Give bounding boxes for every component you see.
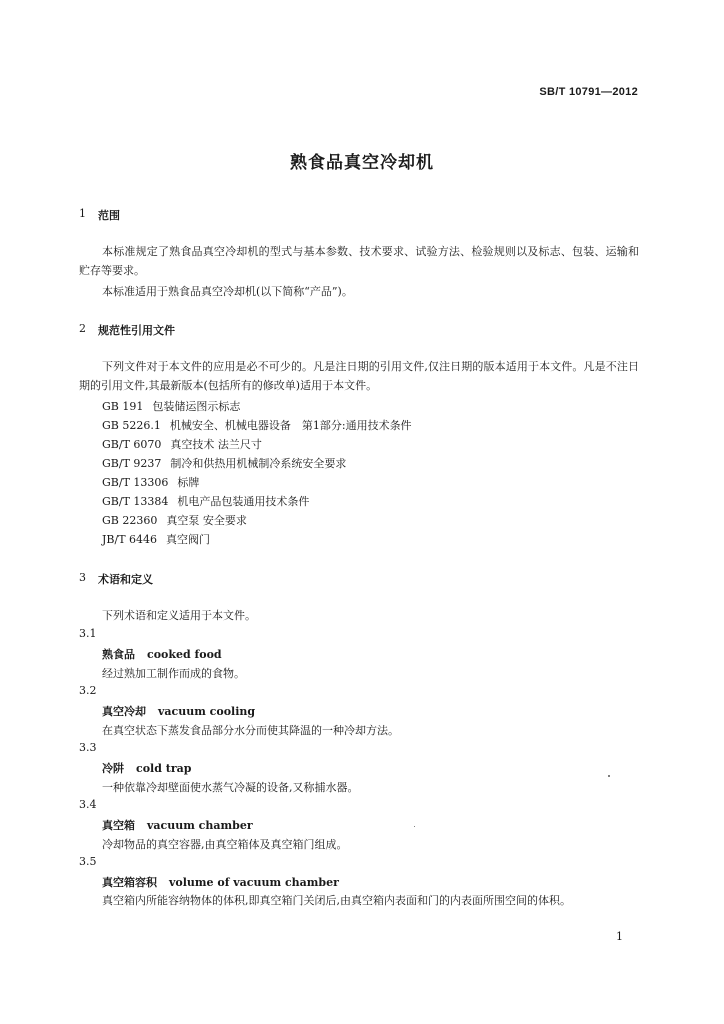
page-number: 1 — [616, 930, 623, 943]
term-heading — [102, 817, 253, 833]
term-zh: 真空箱 — [102, 819, 135, 832]
reference-title: 真空泵 安全要求 — [166, 514, 247, 527]
reference-title: 标牌 — [177, 476, 200, 489]
term-en: vacuum cooling — [158, 705, 256, 718]
term-heading — [102, 874, 339, 890]
document-title: 熟食品真空冷却机 — [290, 153, 434, 173]
reference-code: GB 191 — [102, 400, 144, 413]
reference-item — [102, 455, 346, 471]
reference-item — [102, 493, 309, 509]
section-2-number: 2 — [79, 322, 86, 335]
term-definition: 在真空状态下蒸发食品部分水分而使其降温的一种冷却方法。 — [102, 724, 399, 737]
term-number: 3.2 — [79, 684, 97, 697]
reference-code: GB 5226.1 — [102, 419, 161, 432]
term-heading — [102, 646, 222, 662]
term-number: 3.4 — [79, 798, 97, 811]
reference-code: GB 22360 — [102, 514, 158, 527]
term-zh: 熟食品 — [102, 648, 135, 661]
term-heading — [102, 760, 191, 776]
reference-title: 真空技术 法兰尺寸 — [170, 438, 262, 451]
term-number: 3.3 — [79, 741, 97, 754]
term-definition: 真空箱内所能容纳物体的体积,即真空箱门关闭后,由真空箱内表面和门的内表面所围空间的体积。 — [102, 894, 571, 907]
reference-title: 真空阀门 — [166, 533, 211, 546]
reference-title: 制冷和供热用机械制冷系统安全要求 — [170, 457, 347, 470]
term-number: 3.1 — [79, 627, 97, 640]
term-en: volume of vacuum chamber — [169, 876, 339, 889]
section-1-number: 1 — [79, 207, 86, 220]
section-2-intro: 下列文件对于本文件的应用是必不可少的。凡是注日期的引用文件,仅注日期的版本适用于本文件。凡是不注日期的引用文件,其最新版本(包括所有的修改单)适用于本文件。 — [79, 360, 639, 392]
term-number: 3.5 — [79, 855, 97, 868]
section-3-number: 3 — [79, 571, 86, 584]
section-3-title: 术语和定义 — [98, 573, 153, 586]
reference-code: GB/T 9237 — [102, 457, 162, 470]
section-2-title: 规范性引用文件 — [98, 324, 175, 337]
scan-speck — [414, 826, 415, 827]
reference-code: GB/T 13384 — [102, 495, 169, 508]
reference-code: GB/T 6070 — [102, 438, 162, 451]
reference-item — [102, 474, 199, 490]
reference-item — [102, 417, 412, 433]
reference-title: 机械安全、机械电器设备 第1部分:通用技术条件 — [169, 419, 412, 432]
reference-item — [102, 436, 262, 452]
reference-code: GB/T 13306 — [102, 476, 169, 489]
reference-code: JB/T 6446 — [102, 533, 158, 546]
term-definition: 经过熟加工制作而成的食物。 — [102, 667, 245, 680]
term-en: cooked food — [147, 648, 222, 661]
section-1-paragraph-2: 本标准适用于熟食品真空冷却机(以下简称“产品”)。 — [102, 285, 353, 298]
reference-item — [102, 398, 240, 414]
term-zh: 真空箱容积 — [102, 876, 157, 889]
section-3-intro: 下列术语和定义适用于本文件。 — [102, 609, 256, 622]
reference-title: 包装储运图示标志 — [152, 400, 241, 413]
term-definition: 一种依靠冷却壁面使水蒸气冷凝的设备,又称捕水器。 — [102, 781, 359, 794]
reference-title: 机电产品包装通用技术条件 — [177, 495, 310, 508]
term-en: cold trap — [136, 762, 192, 775]
reference-item — [102, 512, 247, 528]
term-zh: 冷阱 — [102, 762, 124, 775]
standard-number: SB/T 10791—2012 — [539, 86, 638, 98]
term-definition: 冷却物品的真空容器,由真空箱体及真空箱门组成。 — [102, 838, 348, 851]
term-heading — [102, 703, 255, 719]
term-zh: 真空冷却 — [102, 705, 146, 718]
term-en: vacuum chamber — [147, 819, 253, 832]
section-1-paragraph-1: 本标准规定了熟食品真空冷却机的型式与基本参数、技术要求、试验方法、检验规则以及标志、包装、运输和贮存等要求。 — [79, 245, 639, 277]
reference-item — [102, 531, 210, 547]
section-1-title: 范围 — [98, 209, 120, 222]
scan-speck — [608, 775, 610, 777]
